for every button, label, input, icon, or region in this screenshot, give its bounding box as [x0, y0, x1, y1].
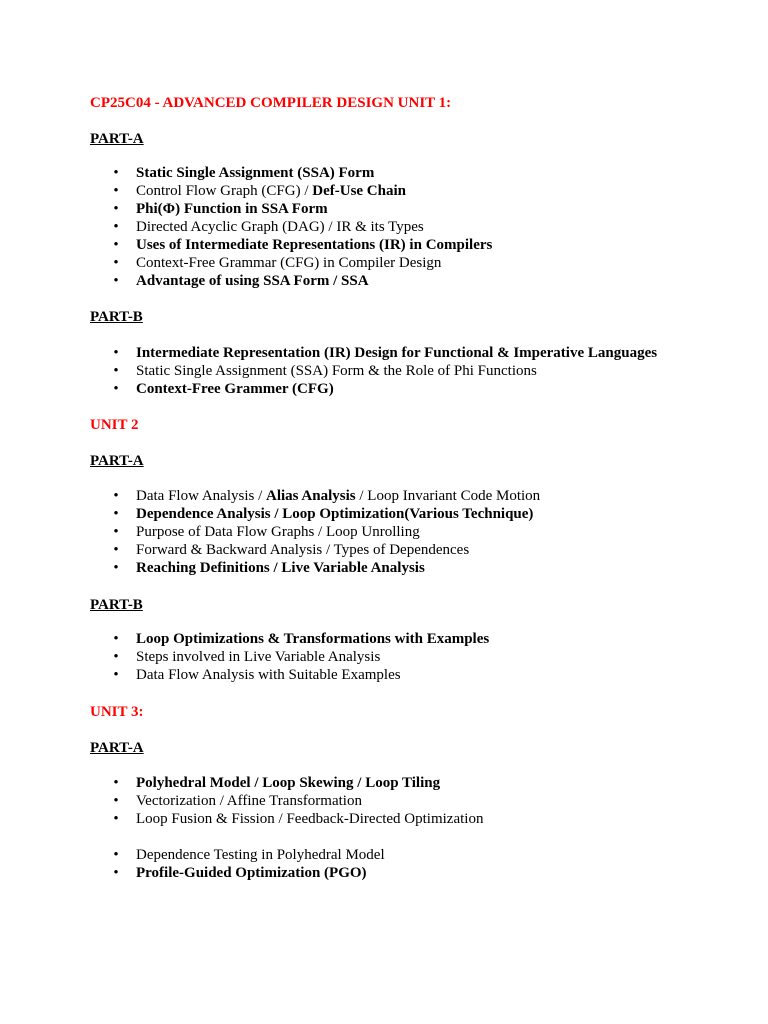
list-item-text: Data Flow Analysis /: [136, 488, 266, 504]
unit3-part-a-list-2: [0, 846, 385, 882]
bullet-icon: •: [113, 183, 119, 199]
list-item: [0, 218, 492, 236]
list-item-text: Alias Analysis: [266, 488, 356, 504]
list-item: [0, 380, 657, 398]
bullet-icon: •: [113, 649, 119, 665]
list-item-text: Vectorization / Affine Transformation: [136, 793, 362, 809]
list-item: [0, 648, 489, 666]
list-item-text: Context-Free Grammer (CFG): [136, 381, 334, 397]
bullet-icon: •: [113, 506, 119, 522]
bullet-icon: •: [113, 811, 119, 827]
list-item: [0, 164, 492, 182]
unit3-heading: UNIT 3:: [90, 704, 144, 720]
bullet-icon: •: [113, 847, 119, 863]
bullet-icon: •: [113, 381, 119, 397]
list-item: [0, 666, 489, 684]
unit1-part-b-label: PART-B: [90, 309, 143, 325]
unit2-part-a-list: [0, 487, 540, 577]
list-item-text: Data Flow Analysis with Suitable Examples: [136, 667, 401, 683]
unit1-heading: CP25C04 - ADVANCED COMPILER DESIGN UNIT 1:: [90, 95, 452, 111]
list-item: [0, 505, 540, 523]
bullet-icon: •: [113, 345, 119, 361]
bullet-icon: •: [113, 165, 119, 181]
list-item-text: Polyhedral Model / Loop Skewing / Loop Tiling: [136, 775, 441, 791]
list-item-text: Reaching Definitions / Live Variable Analysis: [136, 560, 425, 576]
list-item: [0, 344, 657, 362]
list-item-text: Uses of Intermediate Representations (IR) in Compilers: [136, 237, 493, 253]
bullet-icon: •: [113, 775, 119, 791]
list-item-text: Context-Free Grammar (CFG) in Compiler Design: [136, 255, 442, 271]
list-item-text: Steps involved in Live Variable Analysis: [136, 649, 381, 665]
list-item: [0, 541, 540, 559]
bullet-icon: •: [113, 201, 119, 217]
unit2-part-b-label: PART-B: [90, 597, 143, 613]
list-item-text: Purpose of Data Flow Graphs / Loop Unrolling: [136, 524, 420, 540]
unit2-heading: UNIT 2: [90, 417, 139, 433]
list-item-text: / Loop Invariant Code Motion: [355, 488, 541, 504]
list-item-text: Def-Use Chain: [312, 183, 406, 199]
bullet-icon: •: [113, 667, 119, 683]
bullet-icon: •: [113, 631, 119, 647]
bullet-icon: •: [113, 219, 119, 235]
bullet-icon: •: [113, 237, 119, 253]
bullet-icon: •: [113, 255, 119, 271]
bullet-icon: •: [113, 865, 119, 881]
list-item: [0, 236, 492, 254]
list-item-text: Profile-Guided Optimization (PGO): [136, 865, 367, 881]
unit3-part-a-list: [0, 774, 483, 828]
list-item-text: Control Flow Graph (CFG) /: [136, 183, 313, 199]
list-item: [0, 774, 483, 792]
list-item-text: Phi(Φ) Function in SSA Form: [136, 201, 328, 217]
list-item: [0, 559, 540, 577]
bullet-icon: •: [113, 793, 119, 809]
unit2-part-b-list: [0, 630, 489, 684]
list-item-text: Forward & Backward Analysis / Types of Dependences: [136, 542, 470, 558]
list-item: [0, 182, 492, 200]
list-item: [0, 630, 489, 648]
list-item-text: Dependence Analysis / Loop Optimization(Various Technique): [136, 506, 534, 522]
list-item-text: Directed Acyclic Graph (DAG) / IR & its Types: [136, 219, 424, 235]
unit1-part-a-label: PART-A: [90, 131, 144, 147]
bullet-icon: •: [113, 363, 119, 379]
bullet-icon: •: [113, 488, 119, 504]
list-item: [0, 864, 385, 882]
list-item: [0, 272, 492, 290]
list-item-text: Loop Fusion & Fission / Feedback-Directed Optimization: [136, 811, 484, 827]
list-item-text: Static Single Assignment (SSA) Form & the Role of Phi Functions: [136, 363, 537, 379]
bullet-icon: •: [113, 273, 119, 289]
list-item: [0, 846, 385, 864]
list-item: [0, 792, 483, 810]
list-item: [0, 487, 540, 505]
list-item: [0, 523, 540, 541]
unit3-part-a-label: PART-A: [90, 740, 144, 756]
list-item: [0, 362, 657, 380]
bullet-icon: •: [113, 524, 119, 540]
list-item: [0, 254, 492, 272]
list-item: [0, 810, 483, 828]
list-item-text: Loop Optimizations & Transformations with Examples: [136, 631, 490, 647]
bullet-icon: •: [113, 560, 119, 576]
bullet-icon: •: [113, 542, 119, 558]
unit1-part-a-list: [0, 164, 492, 290]
list-item-text: Advantage of using SSA Form / SSA: [136, 273, 369, 289]
unit2-part-a-label: PART-A: [90, 453, 144, 469]
list-item: [0, 200, 492, 218]
list-item-text: Static Single Assignment (SSA) Form: [136, 165, 375, 181]
unit1-part-b-list: [0, 344, 657, 398]
list-item-text: Intermediate Representation (IR) Design for Functional & Imperative Languages: [136, 345, 658, 361]
list-item-text: Dependence Testing in Polyhedral Model: [136, 847, 385, 863]
